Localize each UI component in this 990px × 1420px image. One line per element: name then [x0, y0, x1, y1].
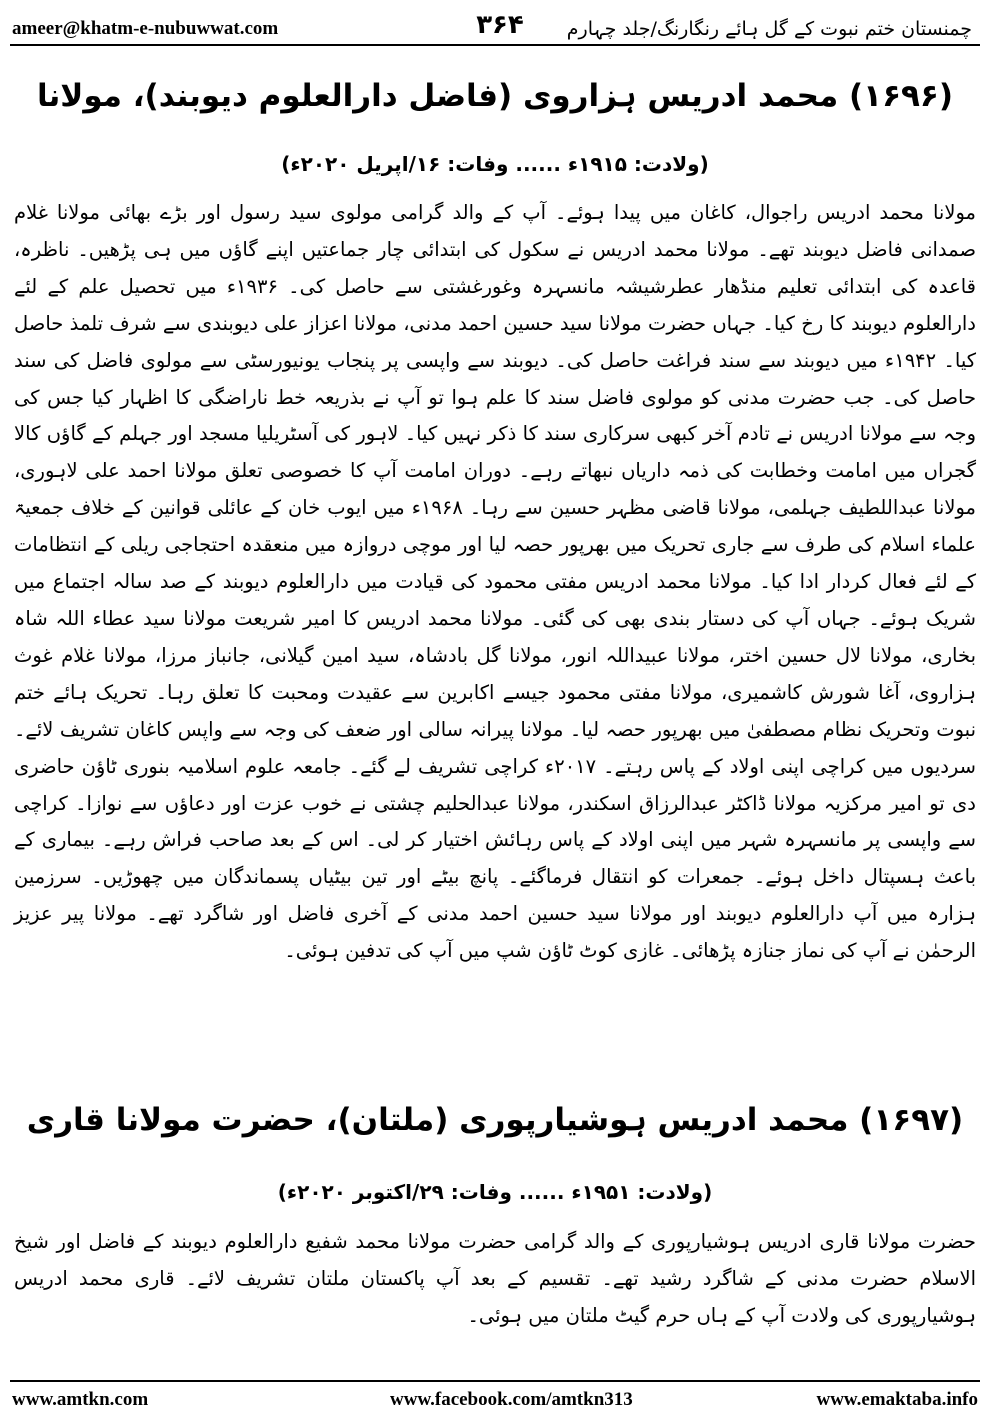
- entry-title-1696: (۱۶۹۶) محمد ادریس ہزاروی (فاضل دارالعلوم دیوبند)، مولانا: [36, 78, 954, 114]
- entry-paragraph: حضرت مولانا قاری ادریس ہوشیارپوری کے والد گرامی حضرت مولانا محمد شفیع دارالعلوم دیوبند کے فاضل اور شیخ الاسلام حضرت مدنی کے شاگرد رشید تھے۔ تقسیم کے بعد آپ پاکستان ملتان تشریف لائے۔ قاری محمد ادریس ہوشیارپوری کی ولادت آپ کے ہاں حرم گیٹ ملتان میں ہوئی۔: [14, 1230, 976, 1327]
- entry-body-1696: [14, 195, 976, 970]
- footer-link-emaktaba[interactable]: www.emaktaba.info: [816, 1389, 978, 1410]
- footer-link-facebook[interactable]: www.facebook.com/amtkn313: [390, 1389, 633, 1410]
- entry-title-1697: (۱۶۹۷) محمد ادریس ہوشیارپوری (ملتان)، حضرت مولانا قاری: [26, 1102, 964, 1138]
- footer-divider: [10, 1380, 980, 1382]
- entry-dates-1696: (ولادت: ۱۹۱۵ء ...... وفات: ۱۶/اپریل ۲۰۲۰ء): [281, 152, 709, 176]
- footer-link-amtkn[interactable]: www.amtkn.com: [12, 1389, 149, 1410]
- page-footer: [10, 1385, 980, 1415]
- entry-body-1697: [14, 1224, 976, 1335]
- header-divider: [10, 44, 980, 46]
- entry-dates-1697: (ولادت: ۱۹۵۱ء ...... وفات: ۲۹/اکتوبر ۲۰۲۰ء): [277, 1180, 713, 1204]
- header-email[interactable]: ameer@khatm-e-nubuwwat.com: [12, 18, 279, 39]
- book-title: چمنستان ختم نبوت کے گل ہائے رنگارنگ/جلد چہارم: [566, 18, 972, 40]
- page-header: [10, 10, 980, 40]
- page-number: ۳۶۴: [476, 10, 524, 40]
- entry-paragraph: مولانا محمد ادریس راجوال، کاغان میں پیدا ہوئے۔ آپ کے والد گرامی مولوی سید رسول اور بڑے بھائی مولانا غلام صمدانی فاضل دیوبند تھے۔ مولانا محمد ادریس نے سکول کی ابتدائی چار جماعتیں اپنے گاؤں میں ہی پڑھیں۔ ناظرہ، قاعدہ کی ابتدائی تعلیم منڈھار عطرشیشہ مانسہرہ وغورغشتی سے حاصل کی۔ ۱۹۳۶ء میں تحصیل علم کے لئے دارالعلوم دیوبند کا رخ کیا۔ جہاں حضرت مولانا سید حسین احمد مدنی، مولانا اعزاز علی دیوبندی سے شرف تلمذ حاصل کیا۔ ۱۹۴۲ء میں دیوبند سے سند فراغت حاصل کی۔ دیوبند سے واپسی پر پنجاب یونیورسٹی سے مولوی فاضل کی سند حاصل کی۔ جب حضرت مدنی کو مولوی فاضل سند کا علم ہوا تو آپ نے بذریعہ خط ناراضگی کا اظہار کیا جس کی وجہ سے مولانا ادریس نے تادم آخر کبھی سرکاری سند کا ذکر نہیں کیا۔ لاہور کی آسٹریلیا مسجد اور جہلم کے گاؤں کالا گجراں میں امامت وخطابت کی ذمہ داریاں نبھاتے رہے۔ دوران امامت آپ کا خصوصی تعلق مولانا احمد علی لاہوری، مولانا عبداللطیف جہلمی، مولانا قاضی مظہر حسین سے رہا۔ ۱۹۶۸ء میں ایوب خان کے عائلی قوانین کے خلاف جمعیۃ علماء اسلام کی طرف سے جاری تحریک میں بھرپور حصہ لیا اور موچی دروازہ میں منعقدہ احتجاجی ریلی کے انتظامات کے لئے فعال کردار ادا کیا۔ مولانا محمد ادریس مفتی محمود کی قیادت میں دارالعلوم دیوبند کے صد سالہ اجتماع میں شریک ہوئے۔ جہاں آپ کی دستار بندی بھی کی گئی۔ مولانا محمد ادریس کا امیر شریعت مولانا سید عطاء اللہ شاہ بخاری، مولانا لال حسین اختر، مولانا عبیداللہ انور، مولانا گل بادشاہ، سید امین گیلانی، جانباز مرزا، مولانا غلام غوث ہزاروی، آغا شورش کاشمیری، مولانا مفتی محمود جیسے اکابرین سے عقیدت ومحبت کا تعلق رہا۔ تحریک ہائے ختم نبوت وتحریک نظام مصطفیٰ میں بھرپور حصہ لیا۔ مولانا پیرانہ سالی اور ضعف کی وجہ سے واپس کاغان تشریف لائے۔ سردیوں میں کراچی اپنی اولاد کے پاس رہتے۔ ۲۰۱۷ء کراچی تشریف لے گئے۔ جامعہ علوم اسلامیہ بنوری ٹاؤن حاضری دی تو امیر مرکزیہ مولانا ڈاکٹر عبدالرزاق اسکندر، مولانا عبدالحلیم چشتی نے خوب عزت اور دعاؤں سے نوازا۔ کراچی سے واپسی پر مانسہرہ شہر میں اپنی اولاد کے پاس رہائش اختیار کر لی۔ اس کے بعد صاحب فراش رہے۔ بیماری کے باعث ہسپتال داخل ہوئے۔ جمعرات کو انتقال فرماگئے۔ پانچ بیٹے اور تین بیٹیاں پسماندگان میں چھوڑیں۔ سرزمین ہزارہ میں آپ دارالعلوم دیوبند اور مولانا سید حسین احمد مدنی کے آخری فاضل اور شاگرد تھے۔ مولانا پیر عزیز الرحمٰن نے آپ کی نماز جنازہ پڑھائی۔ غازی کوٹ ٹاؤن شپ میں آپ کی تدفین ہوئی۔: [14, 201, 976, 963]
